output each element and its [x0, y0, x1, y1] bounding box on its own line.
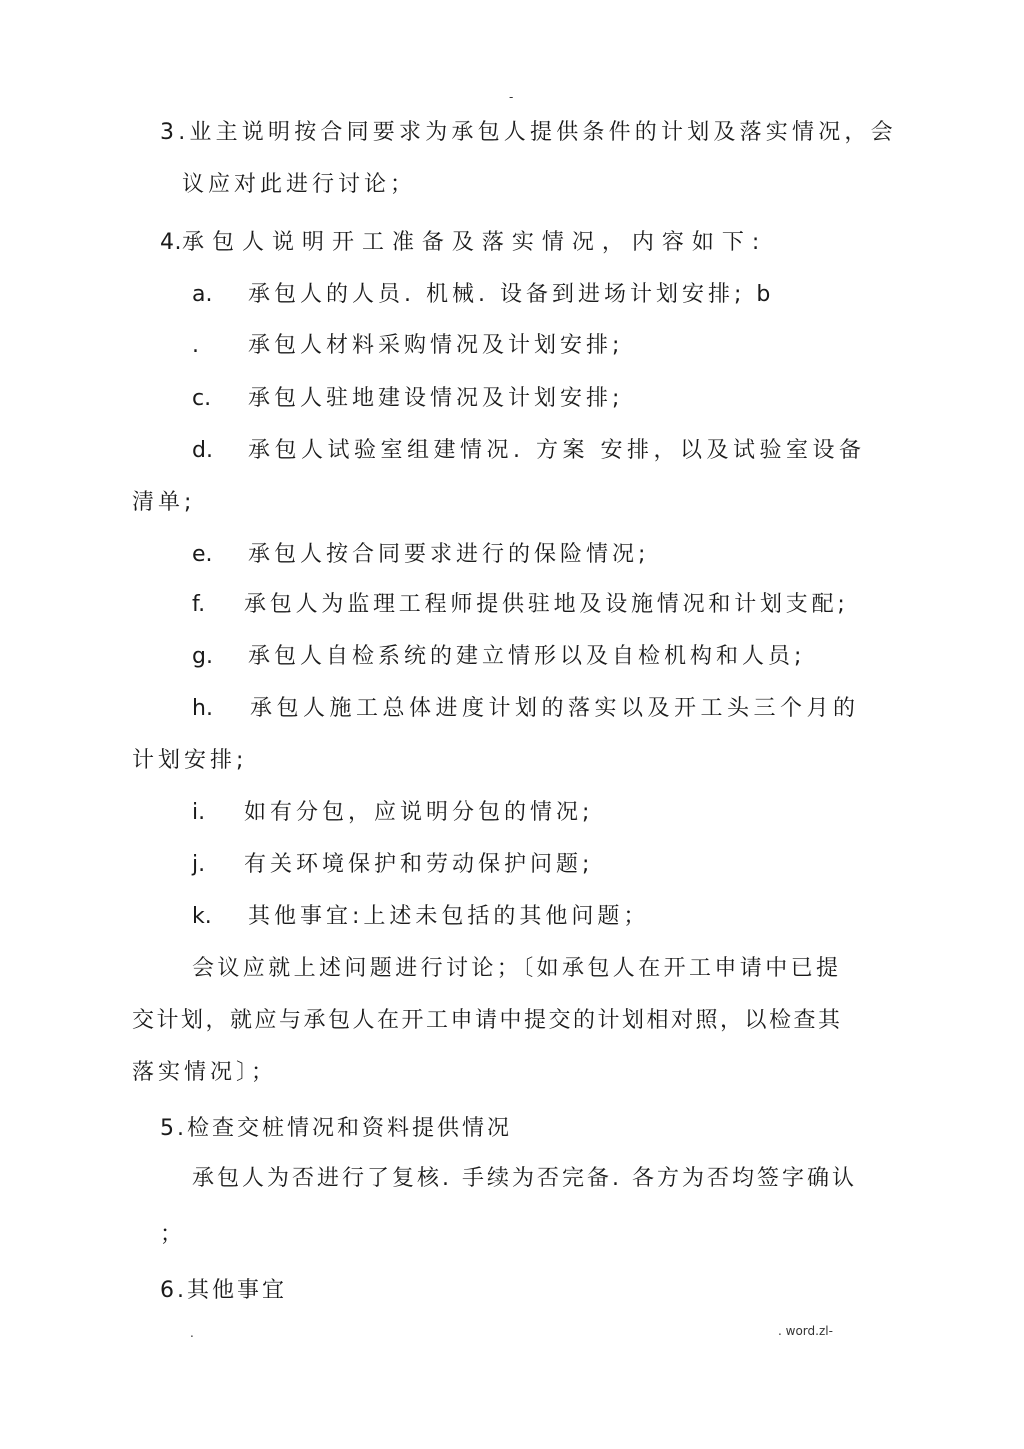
list-label-i: i. [192, 800, 206, 825]
list-item-h-continued: 计划安排; [132, 748, 248, 773]
discussion-paragraph-line-2: 交计划，就应与承包人在开工申请中提交的计划相对照，以检查其 [132, 1008, 843, 1033]
list-text-j: 有关环境保护和劳动保护问题; [244, 852, 594, 877]
list-label-g: g. [192, 644, 213, 669]
list-item-f [192, 590, 849, 620]
list-item-e [192, 540, 649, 570]
list-item-d-continued: 清单; [132, 490, 196, 515]
list-text-a: 承包人的人员. 机械. 设备到进场计划安排; b [248, 282, 775, 307]
list-label-j: j. [192, 852, 206, 877]
list-text-c: 承包人驻地建设情况及计划安排; [248, 386, 624, 411]
list-text-f: 承包人为监理工程师提供驻地及设施情况和计划支配; [244, 592, 849, 617]
list-text-d: 承包人试验室组建情况. 方案 安排，以及试验室设备 [248, 438, 866, 463]
list-label-d: d. [192, 438, 213, 463]
item-5-semicolon: ； [160, 1222, 187, 1247]
list-text-e: 承包人按合同要求进行的保险情况; [248, 542, 650, 567]
item-3-line-1: 3.业主说明按合同要求为承包人提供条件的计划及落实情况，会 [160, 120, 897, 145]
item-5-heading: 5.检查交桩情况和资料提供情况 [160, 1116, 512, 1141]
list-item-c [192, 384, 623, 414]
list-label-b: . [192, 333, 199, 358]
discussion-paragraph-line-1: 会议应就上述问题进行讨论；〔如承包人在开工申请中已提 [192, 956, 842, 981]
list-item-k [192, 902, 649, 932]
list-text-g: 承包人自检系统的建立情形以及自检机构和人员; [248, 644, 806, 669]
list-text-k: 其他事宜:上述未包括的其他问题； [248, 904, 650, 929]
list-label-e: e. [192, 542, 213, 567]
discussion-paragraph-line-3: 落实情况〕； [132, 1060, 278, 1085]
list-label-a: a. [192, 282, 213, 307]
list-item-h [192, 694, 860, 724]
list-item-b [192, 331, 623, 361]
list-label-h: h. [192, 696, 213, 721]
item-4-heading: 4.承 包 人 说 明 开 工 准 备 及 落 实 情 况 ， 内 容 如 下 : [160, 230, 760, 255]
list-text-b: 承包人材料采购情况及计划安排; [248, 333, 624, 358]
list-label-c: c. [192, 386, 212, 411]
list-item-j [192, 850, 593, 880]
list-item-i [192, 798, 593, 828]
list-item-g [192, 642, 805, 672]
item-6-heading: 6.其他事宜 [160, 1278, 287, 1303]
list-text-i: 如有分包，应说明分包的情况; [244, 800, 594, 825]
list-text-h: 承包人施工总体进度计划的落实以及开工头三个月的 [250, 696, 860, 721]
item-5-text: 承包人为否进行了复核. 手续为否完备. 各方为否均签字确认 [192, 1166, 857, 1191]
footer-right-mark: . word.zl- [778, 1324, 833, 1338]
list-label-f: f. [192, 592, 206, 617]
footer-left-mark: . [190, 1326, 194, 1340]
list-item-d [192, 436, 865, 466]
list-label-k: k. [192, 904, 212, 929]
header-mark: - [509, 90, 514, 104]
list-item-a [192, 280, 774, 310]
item-3-line-2: 议应对此进行讨论； [182, 172, 417, 197]
